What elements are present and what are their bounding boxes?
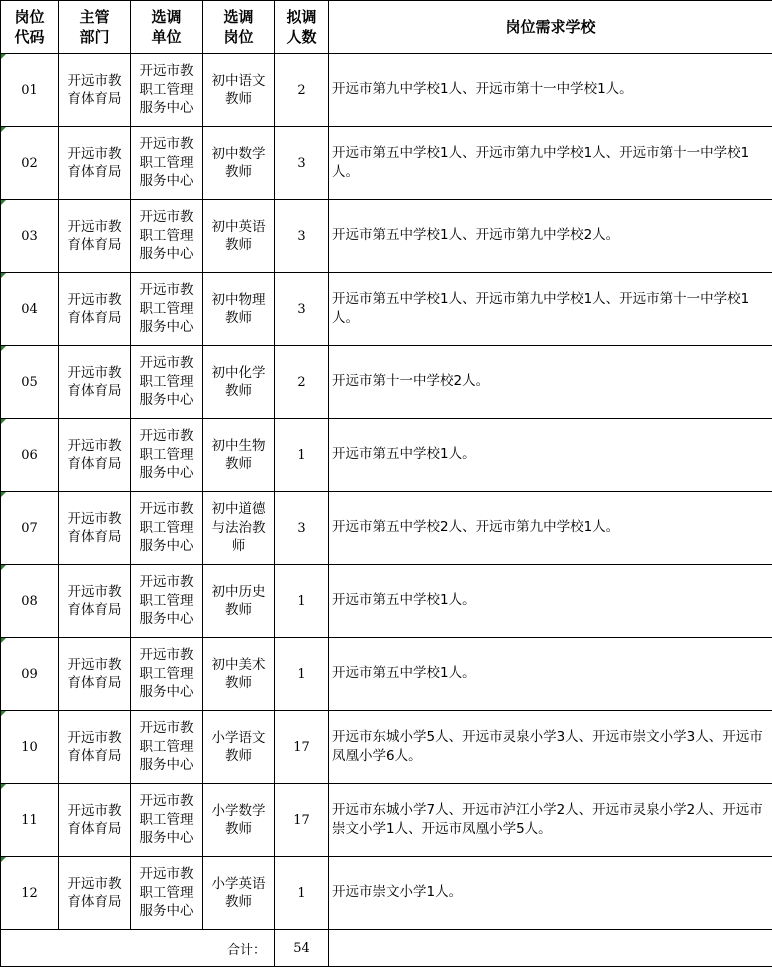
table-row	[1, 784, 772, 857]
count-cell: 3	[275, 273, 329, 346]
unit-cell: 开远市教职工管理服务中心	[131, 711, 203, 784]
total-label: 合计：	[1, 930, 275, 967]
position-code-cell: 04	[1, 273, 59, 346]
table-row	[1, 492, 772, 565]
position-code-cell: 02	[1, 127, 59, 200]
position-code-cell: 05	[1, 346, 59, 419]
total-row	[1, 930, 772, 967]
count-cell: 1	[275, 857, 329, 930]
position-code-cell: 09	[1, 638, 59, 711]
post-cell: 小学英语教师	[203, 857, 275, 930]
schools-cell: 开远市第五中学校1人、开远市第九中学校1人、开远市第十一中学校1人。	[329, 127, 772, 200]
schools-cell: 开远市第十一中学校2人。	[329, 346, 772, 419]
header-row	[1, 1, 772, 54]
post-cell: 初中语文教师	[203, 54, 275, 127]
cell-corner-marker	[1, 857, 6, 862]
cell-corner-marker	[1, 784, 6, 789]
schools-cell: 开远市东城小学7人、开远市泸江小学2人、开远市灵泉小学2人、开远市崇文小学1人、开远市凤凰小学5人。	[329, 784, 772, 857]
schools-cell: 开远市第五中学校1人。	[329, 565, 772, 638]
position-code-cell: 07	[1, 492, 59, 565]
unit-cell: 开远市教职工管理服务中心	[131, 346, 203, 419]
post-cell: 初中生物教师	[203, 419, 275, 492]
total-empty-cell	[329, 930, 772, 967]
total-value: 54	[275, 930, 329, 967]
department-cell: 开远市教育体育局	[59, 492, 131, 565]
department-cell: 开远市教育体育局	[59, 419, 131, 492]
header-unit: 选调 单位	[131, 1, 203, 54]
unit-cell: 开远市教职工管理服务中心	[131, 54, 203, 127]
header-department: 主管 部门	[59, 1, 131, 54]
department-cell: 开远市教育体育局	[59, 565, 131, 638]
position-code-cell: 06	[1, 419, 59, 492]
header-post: 选调 岗位	[203, 1, 275, 54]
department-cell: 开远市教育体育局	[59, 784, 131, 857]
count-cell: 3	[275, 200, 329, 273]
department-cell: 开远市教育体育局	[59, 711, 131, 784]
count-cell: 17	[275, 784, 329, 857]
table-row	[1, 200, 772, 273]
schools-cell: 开远市第五中学校1人。	[329, 638, 772, 711]
position-code-cell: 08	[1, 565, 59, 638]
count-cell: 3	[275, 127, 329, 200]
schools-cell: 开远市第五中学校1人。	[329, 419, 772, 492]
cell-corner-marker	[1, 346, 6, 351]
unit-cell: 开远市教职工管理服务中心	[131, 127, 203, 200]
position-code-cell: 12	[1, 857, 59, 930]
header-position-code: 岗位 代码	[1, 1, 59, 54]
cell-corner-marker	[1, 638, 6, 643]
position-code-cell: 10	[1, 711, 59, 784]
unit-cell: 开远市教职工管理服务中心	[131, 565, 203, 638]
cell-corner-marker	[1, 127, 6, 132]
table-row	[1, 127, 772, 200]
count-cell: 3	[275, 492, 329, 565]
unit-cell: 开远市教职工管理服务中心	[131, 857, 203, 930]
post-cell: 初中历史教师	[203, 565, 275, 638]
post-cell: 初中道德与法治教师	[203, 492, 275, 565]
post-cell: 初中物理教师	[203, 273, 275, 346]
unit-cell: 开远市教职工管理服务中心	[131, 419, 203, 492]
table-body	[1, 54, 772, 930]
unit-cell: 开远市教职工管理服务中心	[131, 200, 203, 273]
schools-cell: 开远市第九中学校1人、开远市第十一中学校1人。	[329, 54, 772, 127]
cell-corner-marker	[1, 711, 6, 716]
unit-cell: 开远市教职工管理服务中心	[131, 638, 203, 711]
cell-corner-marker	[1, 565, 6, 570]
cell-corner-marker	[1, 273, 6, 278]
schools-cell: 开远市第五中学校1人、开远市第九中学校1人、开远市第十一中学校1人。	[329, 273, 772, 346]
table-row	[1, 638, 772, 711]
department-cell: 开远市教育体育局	[59, 857, 131, 930]
header-count: 拟调 人数	[275, 1, 329, 54]
table-row	[1, 54, 772, 127]
department-cell: 开远市教育体育局	[59, 127, 131, 200]
department-cell: 开远市教育体育局	[59, 200, 131, 273]
table-row	[1, 419, 772, 492]
header-schools: 岗位需求学校	[329, 1, 772, 54]
schools-cell: 开远市第五中学校2人、开远市第九中学校1人。	[329, 492, 772, 565]
cell-corner-marker	[1, 200, 6, 205]
department-cell: 开远市教育体育局	[59, 638, 131, 711]
post-cell: 初中化学教师	[203, 346, 275, 419]
cell-corner-marker	[1, 492, 6, 497]
table-row	[1, 565, 772, 638]
table-row	[1, 346, 772, 419]
unit-cell: 开远市教职工管理服务中心	[131, 492, 203, 565]
count-cell: 2	[275, 54, 329, 127]
position-code-cell: 03	[1, 200, 59, 273]
count-cell: 1	[275, 638, 329, 711]
department-cell: 开远市教育体育局	[59, 346, 131, 419]
post-cell: 初中英语教师	[203, 200, 275, 273]
cell-corner-marker	[1, 419, 6, 424]
post-cell: 小学语文教师	[203, 711, 275, 784]
position-code-cell: 01	[1, 54, 59, 127]
post-cell: 初中美术教师	[203, 638, 275, 711]
unit-cell: 开远市教职工管理服务中心	[131, 784, 203, 857]
post-cell: 初中数学教师	[203, 127, 275, 200]
cell-corner-marker	[1, 54, 6, 59]
department-cell: 开远市教育体育局	[59, 273, 131, 346]
schools-cell: 开远市崇文小学1人。	[329, 857, 772, 930]
position-code-cell: 11	[1, 784, 59, 857]
post-cell: 小学数学教师	[203, 784, 275, 857]
table-row	[1, 273, 772, 346]
unit-cell: 开远市教职工管理服务中心	[131, 273, 203, 346]
table-row	[1, 711, 772, 784]
table-row	[1, 857, 772, 930]
schools-cell: 开远市第五中学校1人、开远市第九中学校2人。	[329, 200, 772, 273]
schools-cell: 开远市东城小学5人、开远市灵泉小学3人、开远市崇文小学3人、开远市凤凰小学6人。	[329, 711, 772, 784]
count-cell: 1	[275, 565, 329, 638]
count-cell: 17	[275, 711, 329, 784]
count-cell: 1	[275, 419, 329, 492]
department-cell: 开远市教育体育局	[59, 54, 131, 127]
count-cell: 2	[275, 346, 329, 419]
